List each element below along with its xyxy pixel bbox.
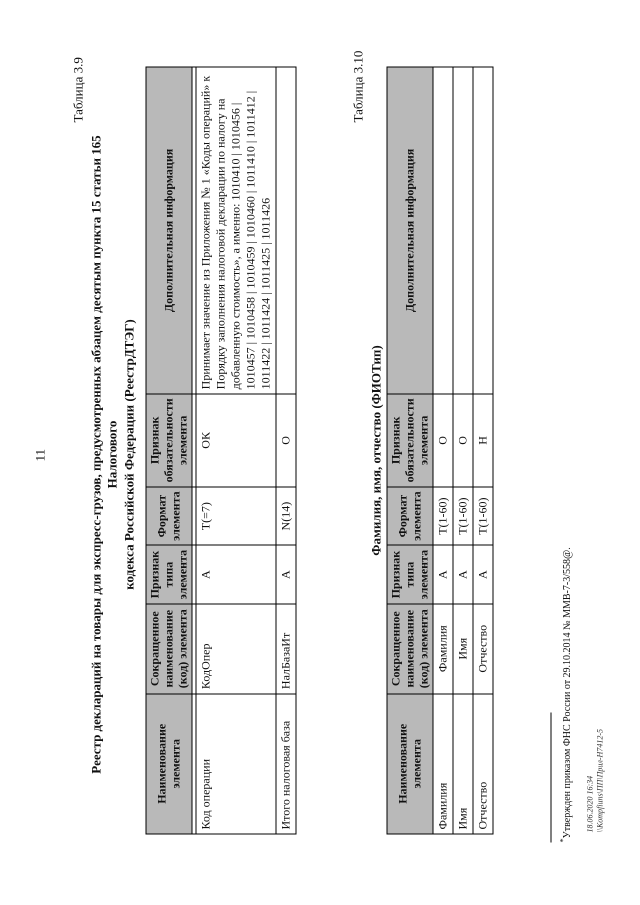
cell-required: ОК — [196, 394, 276, 487]
cell-name: Код операции — [196, 694, 276, 834]
cell-info: Принимает значение из Приложения № 1 «Коды операций» к Порядку заполнения налоговой декларации по налогу на добавленную стоимость», а именно: 1010410 | 1010456 | 1010457 | 1010458 | 1010459 | 1010460 | 1011410 | 1011412 | 1011422 | 1011424 | 1011425 | 1011426 — [196, 67, 276, 394]
table-3-9-title — [89, 105, 138, 805]
cell-code: Отчество — [473, 604, 493, 694]
table-row — [473, 67, 493, 834]
cell-format: T(1-60) — [473, 487, 493, 545]
cell-required: Н — [473, 394, 493, 487]
cell-code: НалБазаИт — [276, 604, 296, 694]
header-info: Дополнительная информация — [387, 67, 433, 394]
cell-format: T(1-60) — [453, 487, 473, 545]
table-row — [453, 67, 473, 834]
print-stamp-line-2: \\Kompfiuns\ПП\Прил-Н7412-5 — [595, 729, 605, 833]
table-row — [433, 67, 453, 834]
cell-code: Фамилия — [433, 604, 453, 694]
table-row — [196, 67, 276, 834]
footnote — [559, 547, 574, 842]
cell-format: N(14) — [276, 487, 296, 545]
table-3-9 — [146, 67, 297, 835]
print-stamp-line-1: 18.06.2020 16:34 — [585, 775, 595, 833]
cell-required: О — [276, 394, 296, 487]
header-info: Дополнительная информация — [146, 67, 192, 394]
header-code: Сокращенное наименование (код) элемента — [387, 604, 433, 694]
cell-name: Итого налоговая база — [276, 694, 296, 834]
header-type: Признак типа элемента — [387, 545, 433, 603]
header-required: Признак обязательности элемента — [146, 394, 192, 487]
cell-type: А — [453, 545, 473, 603]
header-format: Формат элемента — [146, 487, 192, 545]
cell-type: А — [196, 545, 276, 603]
table-3-9-title-line-2: кодекса Российской Федерации (РеестрДТЭГ) — [121, 319, 136, 590]
cell-info — [473, 67, 493, 394]
cell-type: А — [433, 545, 453, 603]
cell-info — [433, 67, 453, 394]
cell-type: А — [276, 545, 296, 603]
header-code: Сокращенное наименование (код) элемента — [146, 604, 192, 694]
table-3-10 — [387, 67, 494, 835]
footnote-text: Утвержден приказом ФНС России от 29.10.2014 № ММВ-7-3/558@. — [561, 547, 573, 839]
header-type: Признак типа элемента — [146, 545, 192, 603]
footnote-marker: * — [558, 838, 568, 843]
table-3-9-label: Таблица 3.9 — [70, 57, 86, 123]
cell-info — [453, 67, 473, 394]
cell-code: Имя — [453, 604, 473, 694]
table-3-10-label: Таблица 3.10 — [350, 50, 366, 123]
cell-format: T(1-60) — [433, 487, 453, 545]
cell-code: КодОпер — [196, 604, 276, 694]
table-3-10-header-row — [387, 67, 433, 834]
table-3-9-header-row — [146, 67, 192, 834]
header-format: Формат элемента — [387, 487, 433, 545]
page-number: 11 — [32, 448, 48, 462]
cell-name: Имя — [453, 694, 473, 834]
table-row — [276, 67, 296, 834]
header-required: Признак обязательности элемента — [387, 394, 433, 487]
table-3-10-title: Фамилия, имя, отчество (ФИОТип) — [368, 345, 384, 556]
table-3-9-title-line-1: Реестр деклараций на товары для экспресс-грузов, предусмотренных абзацем десятым пункта 15 статьи 165 Налогового — [88, 135, 120, 774]
print-stamp — [586, 729, 605, 833]
header-name: Наименование элемента — [387, 694, 433, 834]
cell-name: Отчество — [473, 694, 493, 834]
cell-required: О — [453, 394, 473, 487]
cell-required: О — [433, 394, 453, 487]
header-name: Наименование элемента — [146, 694, 192, 834]
cell-info — [276, 67, 296, 394]
footnote-divider — [551, 713, 552, 843]
cell-type: А — [473, 545, 493, 603]
rotated-page — [1, 0, 640, 905]
cell-name: Фамилия — [433, 694, 453, 834]
cell-format: T(=7) — [196, 487, 276, 545]
